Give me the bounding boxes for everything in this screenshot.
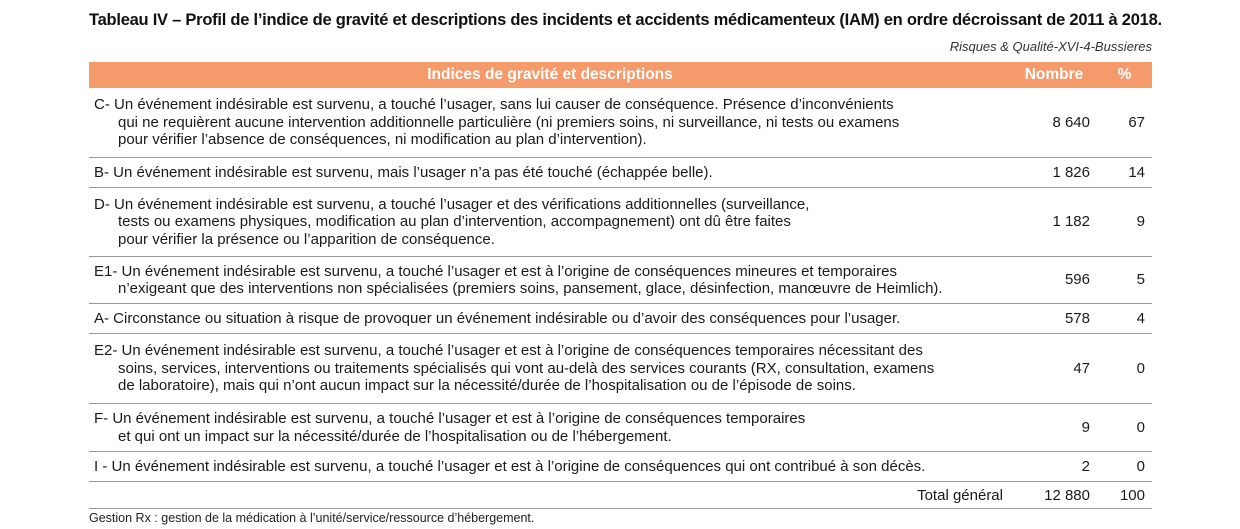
row-percent: 5 xyxy=(1136,271,1145,289)
row-percent: 0 xyxy=(1136,457,1145,475)
description-line: n’exigeant que des interventions non spécialisées (premiers soins, pansement, glace, désinfection, manœuvre de Heimlich). xyxy=(118,280,943,297)
table-row xyxy=(89,158,1152,188)
header-percent: % xyxy=(1117,66,1132,83)
row-description xyxy=(89,164,1011,181)
row-number: 47 xyxy=(1073,359,1090,377)
row-description xyxy=(89,96,1011,148)
row-number: 1 826 xyxy=(1052,163,1090,181)
row-percent: 0 xyxy=(1136,359,1145,377)
row-percent: 0 xyxy=(1136,418,1145,436)
table-row xyxy=(89,88,1152,158)
header-number: Nombre xyxy=(1024,66,1084,83)
description-line: C- Un événement indésirable est survenu, a touché l’usager, sans lui causer de conséquence. Présence d’inconvénients xyxy=(94,96,894,114)
description-line: pour vérifier l’absence de conséquences, ni modification au plan d’intervention). xyxy=(118,131,647,149)
description-line: F- Un événement indésirable est survenu, a touché l’usager et est à l’origine de conséquences temporaires xyxy=(94,410,806,428)
total-percent: 100 xyxy=(1119,486,1145,504)
source-credit: Risques & Qualité-XVI-4-Bussieres xyxy=(949,39,1152,54)
row-description xyxy=(89,458,1011,475)
description-line: pour vérifier la présence ou l’apparition de conséquence. xyxy=(118,230,495,248)
total-row xyxy=(89,482,1152,509)
description-line: E1- Un événement indésirable est survenu, a touché l’usager et est à l’origine de conséquences mineures et temporaires xyxy=(94,262,897,280)
table-header xyxy=(89,62,1152,88)
table-row xyxy=(89,452,1152,482)
description-line: et qui ont un impact sur la nécessité/durée de l’hospitalisation ou de l’hébergement. xyxy=(118,427,672,445)
table-row xyxy=(89,257,1152,304)
table-row xyxy=(89,404,1152,452)
row-percent: 14 xyxy=(1128,163,1145,181)
severity-table xyxy=(89,62,1152,509)
row-description xyxy=(89,410,1011,445)
description-line: soins, services, interventions ou traitements spécialisés qui vont au-delà des services courants (RX, consultation, examens xyxy=(118,359,935,377)
description-line: D- Un événement indésirable est survenu, a touché l’usager et des vérifications additionnelles (surveillance, xyxy=(94,195,810,213)
header-description: Indices de gravité et descriptions xyxy=(427,66,673,83)
row-percent: 4 xyxy=(1136,309,1145,327)
row-description xyxy=(89,196,1011,248)
description-line: tests ou examens physiques, modification au plan d’intervention, accompagnement) ont dû être faites xyxy=(118,213,791,231)
description-line: qui ne requièrent aucune intervention additionnelle particulière (ni premiers soins, ni surveillance, ni tests ou examens xyxy=(118,113,900,131)
row-description xyxy=(89,342,1011,394)
row-number: 2 xyxy=(1081,457,1090,475)
table-title: Tableau IV – Profil de l’indice de gravité et descriptions des incidents et accidents médicamenteux (IAM) en ordre décroissant de 2011 à 2018. xyxy=(89,11,1162,29)
row-description xyxy=(89,263,1011,298)
row-percent: 9 xyxy=(1136,213,1145,231)
row-number: 8 640 xyxy=(1052,113,1090,131)
row-number: 578 xyxy=(1064,309,1090,327)
total-label: Total général xyxy=(917,486,1003,504)
description-line: de laboratoire), mais qui n’ont aucun impact sur la nécessité/durée de l’hospitalisation ou de l’épisode de soins. xyxy=(118,377,856,395)
row-number: 596 xyxy=(1064,271,1090,289)
footnote: Gestion Rx : gestion de la médication à l’unité/service/ressource d’hébergement. xyxy=(89,511,535,525)
total-number: 12 880 xyxy=(1044,486,1090,504)
table-row xyxy=(89,188,1152,257)
description-line: B- Un événement indésirable est survenu, mais l’usager n’a pas été touché (échappée belle). xyxy=(94,163,713,181)
table-row xyxy=(89,304,1152,334)
row-description xyxy=(89,310,1011,327)
row-number: 1 182 xyxy=(1052,213,1090,231)
row-percent: 67 xyxy=(1128,113,1145,131)
description-line: E2- Un événement indésirable est survenu, a touché l’usager et est à l’origine de conséquences temporaires nécessitant des xyxy=(94,342,923,360)
description-line: I - Un événement indésirable est survenu, a touché l’usager et est à l’origine de conséquences qui ont contribué à son décès. xyxy=(94,457,926,475)
description-line: A- Circonstance ou situation à risque de provoquer un événement indésirable ou d’avoir des conséquences pour l’usager. xyxy=(94,309,901,327)
table-row xyxy=(89,334,1152,404)
row-number: 9 xyxy=(1081,418,1090,436)
